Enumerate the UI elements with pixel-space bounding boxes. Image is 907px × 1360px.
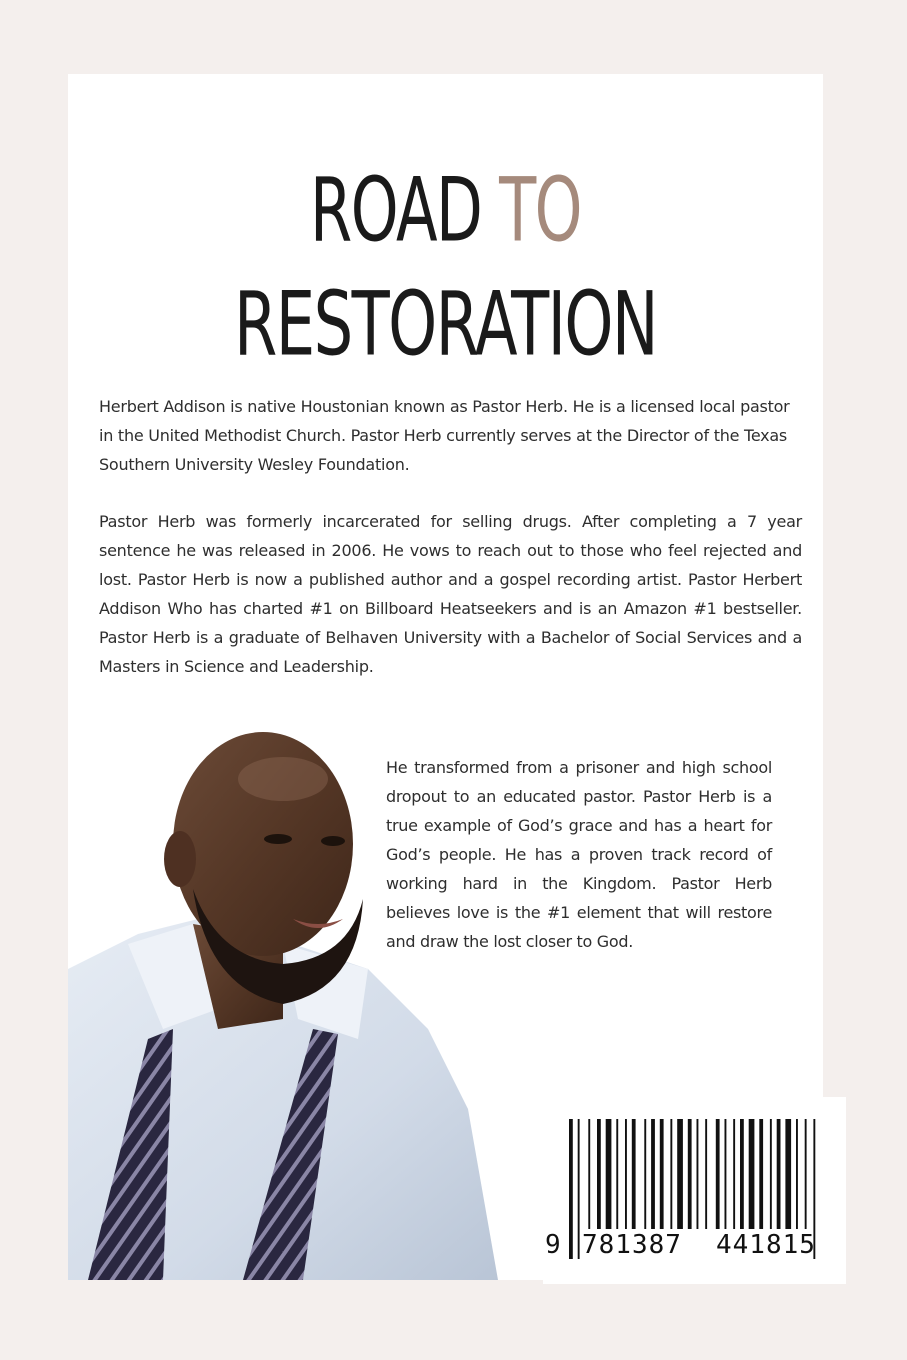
barcode-bar	[785, 1119, 791, 1229]
barcode-digit-first: 9	[545, 1230, 562, 1260]
barcode-bar	[740, 1119, 744, 1229]
barcode-bar	[616, 1119, 618, 1229]
barcode-bar	[606, 1119, 612, 1229]
barcode-bar	[677, 1119, 683, 1229]
barcode-bar	[705, 1119, 707, 1229]
barcode-digits-right: 441815	[716, 1230, 816, 1260]
barcode-bar	[578, 1119, 580, 1259]
barcode-bar	[670, 1119, 672, 1229]
barcode-bar	[697, 1119, 699, 1229]
barcode-bar	[651, 1119, 655, 1229]
barcode-bar	[725, 1119, 727, 1229]
barcode-bar	[733, 1119, 735, 1229]
isbn-barcode	[543, 1097, 846, 1284]
author-bio-paragraph-1: Herbert Addison is native Houstonian known as Pastor Herb. He is a licensed local pastor in the United Methodist Church. Pastor Herb currently serves at the Director of the Texas Southern University Wesley Foundation.	[99, 397, 790, 474]
book-title-line-1	[151, 160, 740, 262]
author-bio-paragraph-2: Pastor Herb was formerly incarcerated for selling drugs. After completing a 7 year sentence he was released in 2006. He vows to reach out to those who feel rejected and lost. Pastor Herb is now a published author and a gospel recording artist. Pastor Herbert Addison Who has charted #1 on Billboard Heatseekers and is an Amazon #1 bestseller. Pastor Herb is a graduate of Belhaven University with a Bachelor of Social Services and a Masters in Science and Leadership.	[99, 512, 802, 676]
author-bio-paragraph-3: He transformed from a prisoner and high school dropout to an educated pastor. Pastor Herb is a true example of God’s grace and has a heart for God’s people. He has a proven track record of working hard in the Kingdom. Pastor Herb believes love is the #1 element that will restore and draw the lost closer to God.	[386, 758, 772, 951]
barcode-bar	[770, 1119, 772, 1229]
barcode-bar	[796, 1119, 798, 1229]
barcode-bar	[716, 1119, 720, 1229]
barcode-bar	[644, 1119, 646, 1229]
barcode-bar	[805, 1119, 807, 1229]
barcode-bar	[625, 1119, 627, 1229]
book-title-line-2: RESTORATION	[233, 274, 658, 376]
barcode-bar	[660, 1119, 664, 1229]
barcode-bar	[688, 1119, 692, 1229]
barcode-bar	[777, 1119, 781, 1229]
barcode-digits-left: 781387	[582, 1230, 682, 1260]
barcode-bar	[749, 1119, 755, 1229]
title-to: TO	[499, 160, 582, 262]
barcode-bar	[569, 1119, 573, 1259]
barcode-bar	[759, 1119, 763, 1229]
barcode-bar	[597, 1119, 601, 1229]
barcode-bar	[632, 1119, 636, 1229]
barcode-bar	[588, 1119, 590, 1229]
title-road: ROAD	[309, 160, 500, 262]
